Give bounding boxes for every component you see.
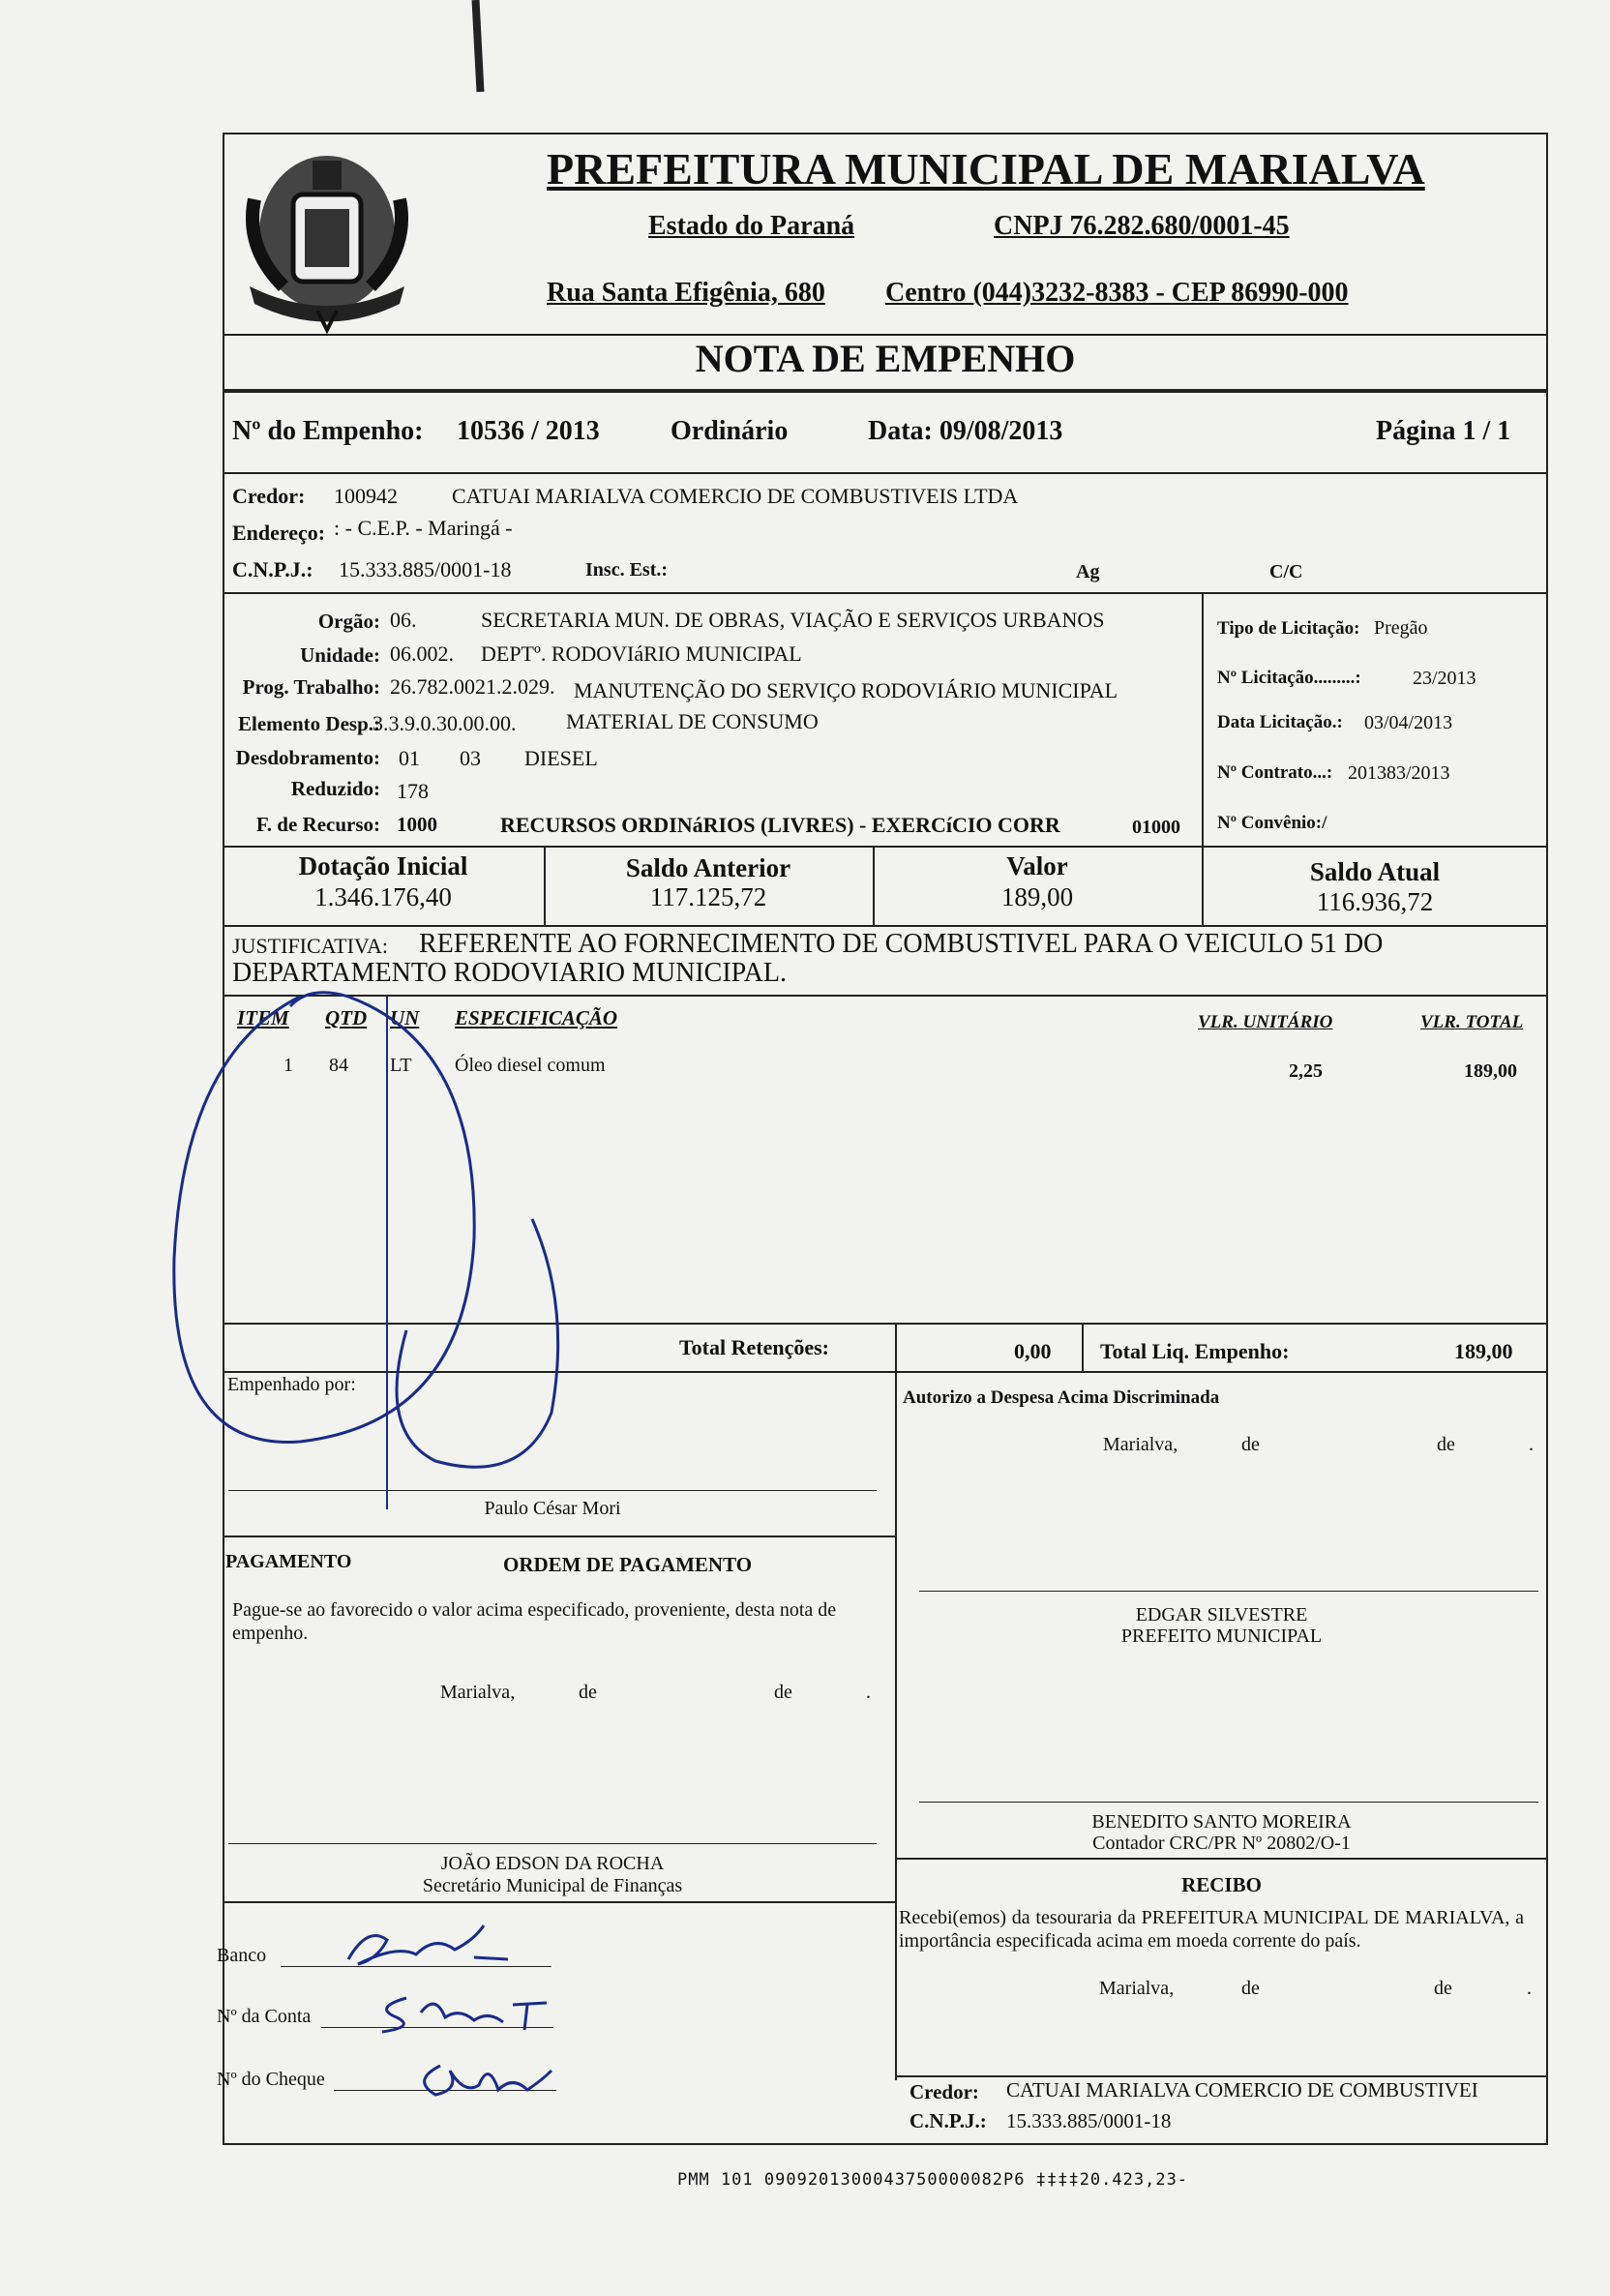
signature-conta [368,1983,561,2042]
empenho-number: 10536 / 2013 [457,416,600,446]
divider [223,846,1548,848]
unidade: DEPTº. RODOVIáRIO MUNICIPAL [481,641,802,666]
recibo-local: Marialva, [1099,1978,1175,1999]
recibo-cnpj-label: C.N.P.J.: [909,2109,987,2132]
col-header-un: UN [390,1006,420,1029]
orgao: SECRETARIA MUN. DE OBRAS, VIAÇÃO E SERVIÇOS URBANOS [481,608,1105,632]
recibo-texto: Recebi(emos) da tesouraria da PREFEITURA MUNICIPAL DE MARIALVA, a importância especificada acima em moeda corrente do país. [899,1907,1524,1952]
header-cnpj: CNPJ 76.282.680/0001-45 [994,211,1290,241]
elemento: MATERIAL DE CONSUMO [566,709,819,733]
valor-label: Valor [1006,851,1068,880]
signature-line [919,1591,1538,1592]
row-vlr-unit: 2,25 [1289,1060,1323,1082]
desdobramento-label: Desdobramento: [235,746,380,769]
header-title: PREFEITURA MUNICIPAL DE MARIALVA [547,144,1425,194]
prog-label: Prog. Trabalho: [242,675,380,699]
divider [223,1901,895,1903]
divider [895,1858,1548,1860]
unidade-label: Unidade: [300,643,380,667]
reduzido-label: Reduzido: [290,777,380,800]
empenho-type: Ordinário [671,416,789,446]
pagamento-local: Marialva, [440,1682,516,1703]
secretario-nome: JOÃO EDSON DA ROCHA [440,1853,665,1874]
elemento-cod: 3.3.9.0.30.00.00. [373,711,517,735]
recibo-credor-label: Credor: [909,2080,979,2103]
reduzido: 178 [397,779,429,803]
licitacao-data: 03/04/2013 [1364,712,1453,733]
empenho-number-label: Nº do Empenho: [232,416,424,446]
col-header-vlr-total: VLR. TOTAL [1420,1012,1524,1032]
saldo-anterior-label: Saldo Anterior [625,853,791,882]
contrato-label: Nº Contrato...: [1217,762,1333,783]
justificativa-line1: REFERENTE AO FORNECIMENTO DE COMBUSTIVEL PARA O VEICULO 51 DO [419,929,1384,959]
dotacao-inicial: 1.346.176,40 [314,882,452,911]
scan-mark [472,0,485,92]
total-retencoes: 0,00 [1014,1339,1052,1363]
pagamento-label: PAGAMENTO [225,1551,352,1572]
header-endereco: Rua Santa Efigênia, 680 [547,278,825,308]
divider [223,1536,895,1537]
divider [223,925,1548,927]
prog: MANUTENÇÃO DO SERVIÇO RODOVIÁRIO MUNICIPAL [574,678,1118,702]
credor-cc-label: C/C [1269,561,1303,582]
signature-cheque [406,2051,561,2109]
prog-cod: 26.782.0021.2.029. [390,674,555,699]
autorizo-local: Marialva, [1103,1434,1178,1455]
header-bairro-tel-cep: Centro (044)3232-8383 - CEP 86990-000 [885,278,1349,308]
row-qtd: 84 [329,1055,348,1076]
licitacao-num-label: Nº Licitação.........: [1217,668,1361,688]
footer-code: PMM 101 0909201300043750000082P6 ‡‡‡‡20.423,23- [677,2170,1189,2190]
divider [895,1371,897,2080]
saldo-atual-label: Saldo Atual [1309,857,1441,886]
licitacao-tipo-label: Tipo de Licitação: [1217,618,1360,639]
licitacao-data-label: Data Licitação.: [1217,712,1343,732]
recibo-dot: . [1527,1978,1532,1999]
prefeito-nome: EDGAR SILVESTRE [1135,1604,1308,1625]
banco-label: Banco [217,1945,267,1966]
valor: 189,00 [1000,882,1074,911]
doc-title: NOTA DE EMPENHO [695,337,1076,380]
empenho-date: Data: 09/08/2013 [868,416,1063,446]
divider [895,1323,897,1371]
orgao-label: Orgão: [317,610,380,633]
elemento-label: Elemento Desp.: [238,712,380,735]
header-estado: Estado do Paraná [648,211,855,241]
divider [223,389,1548,393]
saldo-anterior: 117.125,72 [649,882,767,911]
row-espec: Óleo diesel comum [455,1055,606,1076]
total-retencoes-label: Total Retenções: [679,1335,829,1359]
row-un: LT [390,1055,412,1076]
credor-endereco-label: Endereço: [232,521,326,545]
contrato: 201383/2013 [1348,762,1450,784]
total-liq-label: Total Liq. Empenho: [1100,1339,1290,1363]
justificativa-line2: DEPARTAMENTO RODOVIARIO MUNICIPAL. [232,958,787,988]
autorizo-label: Autorizo a Despesa Acima Discriminada [903,1387,1220,1408]
orgao-cod: 06. [390,608,417,632]
row-vlr-total: 189,00 [1464,1060,1517,1082]
pagamento-de1: de [579,1682,597,1703]
row-item: 1 [283,1055,293,1076]
justificativa-label: JUSTIFICATIVA: [232,934,388,958]
pen-annotation [145,968,610,1509]
pagamento-de2: de [774,1682,792,1703]
credor-label: Credor: [232,484,306,508]
col-header-qtd: QTD [325,1006,368,1029]
conta-label: Nº da Conta [217,2006,312,2027]
divider [1202,592,1204,846]
secretario-cargo: Secretário Municipal de Finanças [422,1875,683,1896]
desd-1: 01 [399,746,420,770]
desd-2: 03 [460,746,481,770]
credor-cnpj-label: C.N.P.J.: [232,557,313,581]
page-number: Página 1 / 1 [1376,416,1511,446]
credor-codigo: 100942 [334,484,398,508]
col-header-item: ITEM [237,1006,289,1029]
divider [223,472,1548,474]
unidade-cod: 06.002. [390,641,454,666]
divider [1082,1323,1084,1371]
recurso-num: 01000 [1132,817,1180,838]
signature-line [919,1802,1538,1803]
coat-of-arms-logo [235,141,419,335]
recurso-label: F. de Recurso: [255,813,380,836]
recurso-cod: 1000 [397,813,437,836]
signature-line [228,1843,877,1844]
autorizo-de1: de [1241,1434,1260,1455]
recibo-de2: de [1434,1978,1452,1999]
contador-cargo: Contador CRC/PR Nº 20802/O-1 [1092,1833,1351,1854]
divider [223,592,1548,594]
credor-insc-label: Insc. Est.: [585,559,669,581]
convenio-label: Nº Convênio:/ [1217,813,1327,833]
empenhado-label: Empenhado por: [227,1374,356,1395]
desd: DIESEL [524,746,598,770]
recibo-credor: CATUAI MARIALVA COMERCIO DE COMBUSTIVEI [1006,2078,1478,2102]
licitacao-tipo: Pregão [1374,617,1428,639]
recurso: RECURSOS ORDINáRIOS (LIVRES) - EXERCíCIO CORR [500,813,1060,837]
recibo-cnpj: 15.333.885/0001-18 [1006,2109,1172,2132]
empenhado-nome: Paulo César Mori [484,1498,621,1519]
credor-nome: CATUAI MARIALVA COMERCIO DE COMBUSTIVEIS LTDA [452,484,1019,508]
contador-nome: BENEDITO SANTO MOREIRA [1091,1811,1352,1833]
pagamento-texto: Pague-se ao favorecido o valor acima especificado, proveniente, desta nota de empenho. [232,1599,837,1644]
credor-ag-label: Ag [1076,561,1100,582]
signature-banco [329,1921,522,1979]
divider [895,2075,1548,2077]
col-header-espec: ESPECIFICAÇÃO [455,1006,618,1029]
credor-cnpj: 15.333.885/0001-18 [339,557,512,581]
recibo-label: RECIBO [1181,1873,1262,1896]
prefeito-cargo: PREFEITO MUNICIPAL [1120,1625,1323,1647]
ordem-pagamento-label: ORDEM DE PAGAMENTO [503,1553,753,1576]
credor-endereco: : - C.E.P. - Maringá - [334,516,513,540]
saldo-atual: 116.936,72 [1316,887,1434,916]
licitacao-num: 23/2013 [1413,668,1476,689]
pagamento-dot: . [866,1682,871,1703]
cheque-label: Nº do Cheque [217,2069,325,2090]
total-liq: 189,00 [1454,1339,1513,1363]
col-header-vlr-unit: VLR. UNITÁRIO [1198,1012,1333,1032]
autorizo-dot: . [1529,1434,1534,1455]
recibo-de1: de [1241,1978,1260,1999]
dotacao-inicial-label: Dotação Inicial [298,851,468,880]
autorizo-de2: de [1437,1434,1455,1455]
